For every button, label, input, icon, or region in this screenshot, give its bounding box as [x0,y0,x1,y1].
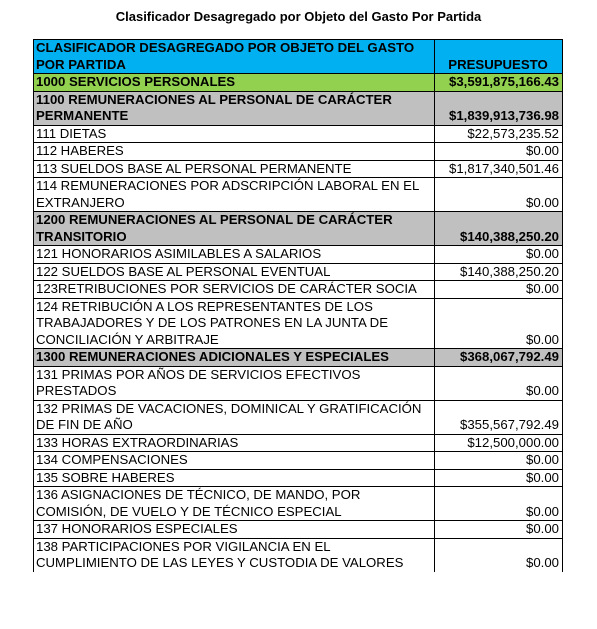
concept-group-row [34,212,563,246]
table-row [34,400,563,434]
concept-cell: 1200 REMUNERACIONES AL PERSONAL DE CARÁCTER TRANSITORIO [34,212,435,246]
concept-cell: 138 PARTICIPACIONES POR VIGILANCIA EN EL CUMPLIMIENTO DE LAS LEYES Y CUSTODIA DE VALORES [34,538,435,572]
concept-group-row [34,91,563,125]
amount-cell: $0.00 [435,281,563,299]
table-row [34,281,563,299]
amount-cell: $0.00 [435,246,563,264]
amount-cell: $12,500,000.00 [435,434,563,452]
concept-cell: 132 PRIMAS DE VACACIONES, DOMINICAL Y GRATIFICACIÓN DE FIN DE AÑO [34,400,435,434]
amount-cell: $0.00 [435,178,563,212]
concept-column-header: CLASIFICADOR DESAGREGADO POR OBJETO DEL GASTO POR PARTIDA [34,40,435,74]
concept-cell: 122 SUELDOS BASE AL PERSONAL EVENTUAL [34,263,435,281]
amount-cell: $0.00 [435,487,563,521]
document-title: Clasificador Desagregado por Objeto del Gasto Por Partida [115,9,482,24]
amount-cell: $140,388,250.20 [435,263,563,281]
amount-cell: $1,817,340,501.46 [435,160,563,178]
concept-cell: 123RETRIBUCIONES POR SERVICIOS DE CARÁCTER SOCIA [34,281,435,299]
budget-table [33,39,563,572]
concept-cell: 111 DIETAS [34,125,435,143]
table-row [34,452,563,470]
concept-cell: 135 SOBRE HABERES [34,469,435,487]
amount-cell: $0.00 [435,366,563,400]
table-row [34,469,563,487]
table-row [34,125,563,143]
table-header-row [34,40,563,74]
concept-cell: 1300 REMUNERACIONES ADICIONALES Y ESPECIALES [34,349,435,367]
concept-cell: 137 HONORARIOS ESPECIALES [34,521,435,539]
amount-cell: $0.00 [435,538,563,572]
table-row [34,263,563,281]
amount-cell: $3,591,875,166.43 [435,74,563,92]
concept-cell: 133 HORAS EXTRAORDINARIAS [34,434,435,452]
concept-cell: 1000 SERVICIOS PERSONALES [34,74,435,92]
table-row [34,246,563,264]
concept-cell: 1100 REMUNERACIONES AL PERSONAL DE CARÁCTER PERMANENTE [34,91,435,125]
concept-cell: 114 REMUNERACIONES POR ADSCRIPCIÓN LABORAL EN EL EXTRANJERO [34,178,435,212]
table-row [34,178,563,212]
amount-cell: $140,388,250.20 [435,212,563,246]
table-row [34,298,563,349]
table-row [34,434,563,452]
table-row [34,538,563,572]
concept-cell: 134 COMPENSACIONES [34,452,435,470]
concept-cell: 136 ASIGNACIONES DE TÉCNICO, DE MANDO, POR COMISIÓN, DE VUELO Y DE TÉCNICO ESPECIAL [34,487,435,521]
amount-cell: $0.00 [435,521,563,539]
amount-cell: $22,573,235.52 [435,125,563,143]
table-row [34,366,563,400]
budget-column-header: PRESUPUESTO [435,40,563,74]
amount-cell: $0.00 [435,298,563,349]
table-row [34,160,563,178]
amount-cell: $0.00 [435,469,563,487]
table-row [34,143,563,161]
concept-cell: 121 HONORARIOS ASIMILABLES A SALARIOS [34,246,435,264]
concept-cell: 124 RETRIBUCIÓN A LOS REPRESENTANTES DE LOS TRABAJADORES Y DE LOS PATRONES EN LA JUNTA DE CONCILIACIÓN Y ARBITRAJE [34,298,435,349]
chapter-row [34,74,563,92]
amount-cell: $1,839,913,736.98 [435,91,563,125]
concept-group-row [34,349,563,367]
amount-cell: $355,567,792.49 [435,400,563,434]
table-row [34,487,563,521]
amount-cell: $0.00 [435,452,563,470]
concept-cell: 112 HABERES [34,143,435,161]
amount-cell: $368,067,792.49 [435,349,563,367]
amount-cell: $0.00 [435,143,563,161]
concept-cell: 131 PRIMAS POR AÑOS DE SERVICIOS EFECTIVOS PRESTADOS [34,366,435,400]
concept-cell: 113 SUELDOS BASE AL PERSONAL PERMANENTE [34,160,435,178]
table-row [34,521,563,539]
